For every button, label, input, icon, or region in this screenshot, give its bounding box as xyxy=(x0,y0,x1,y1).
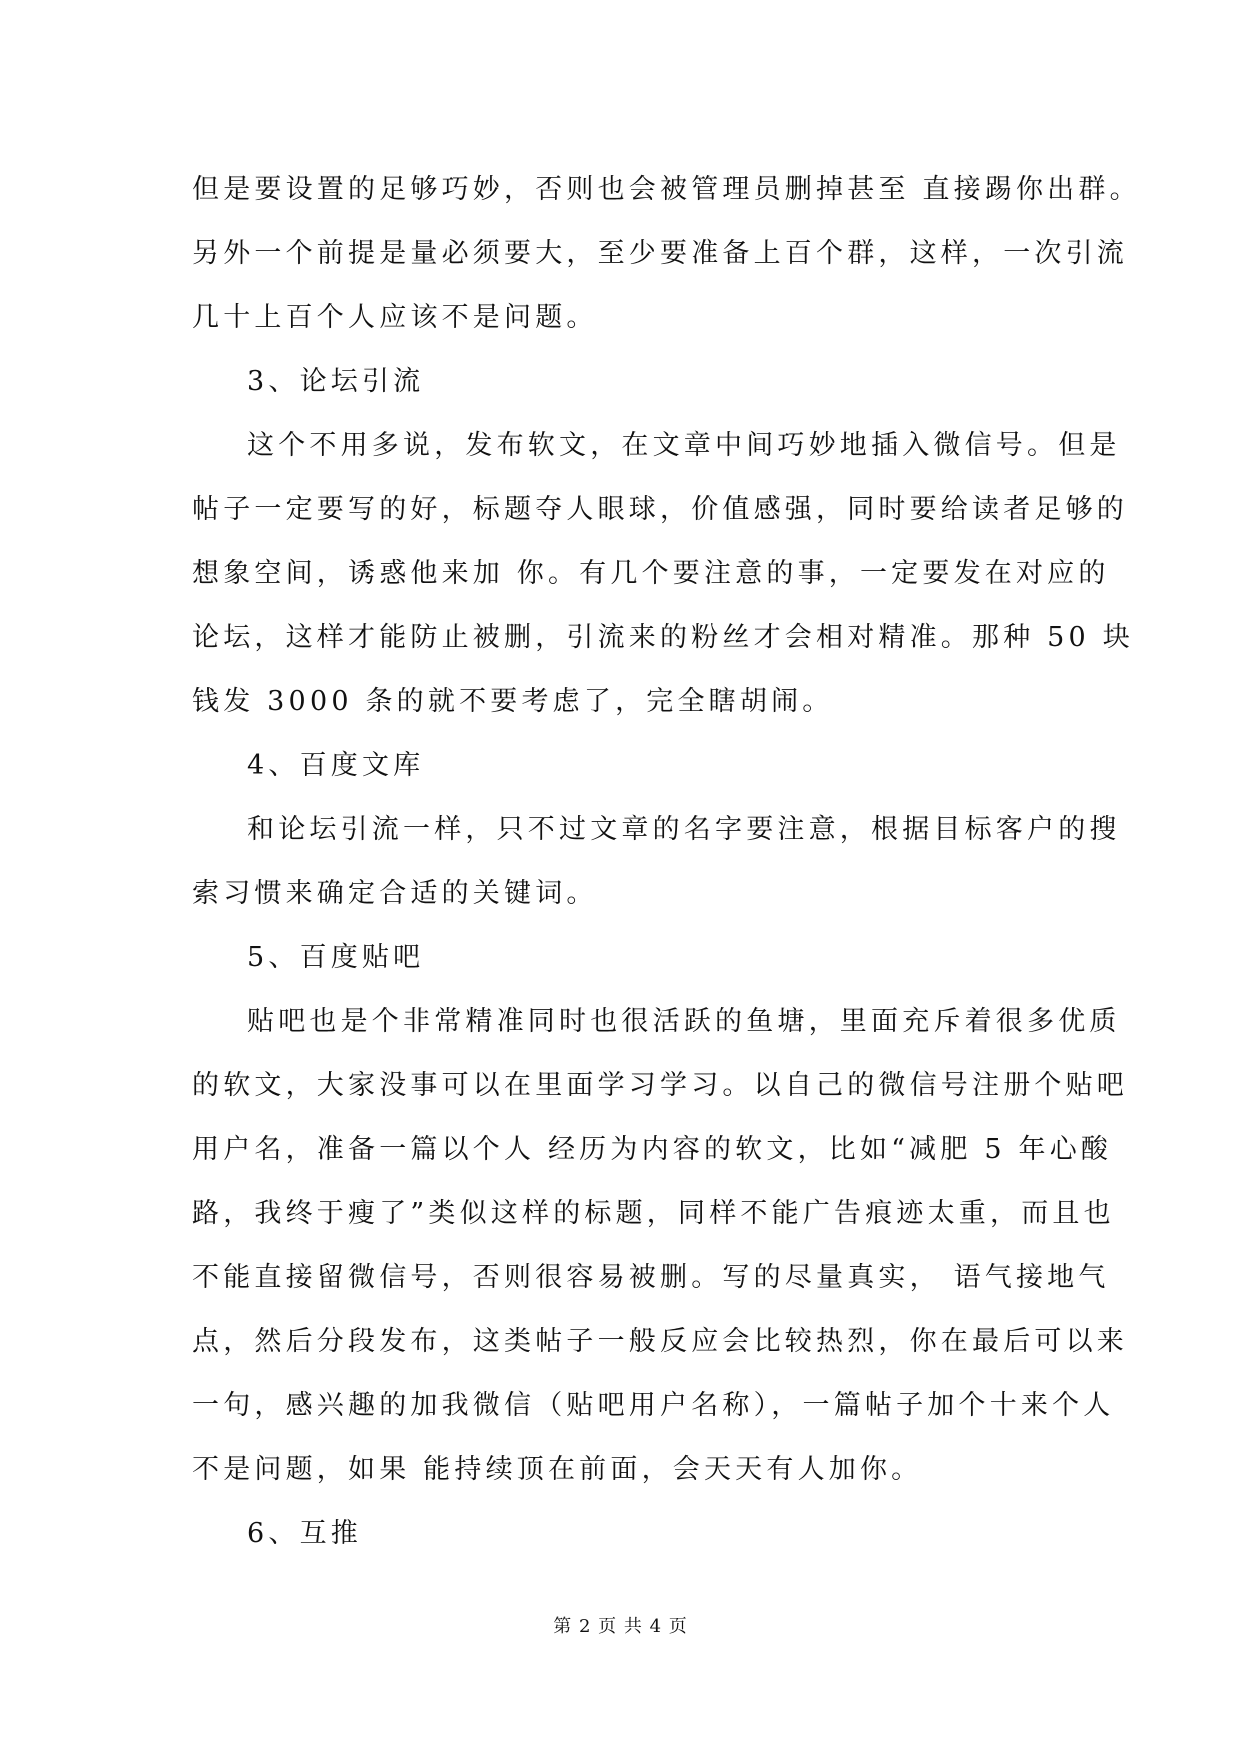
text-line: 索习惯来确定合适的关键词。 xyxy=(192,878,598,909)
paragraph-first-line: 贴吧也是个非常精准同时也很活跃的鱼塘，里面充斥着很多优质 xyxy=(247,1006,1121,1037)
text-line: 另外一个前提是量必须要大，至少要准备上百个群，这样，一次引流 xyxy=(192,238,1128,269)
text-line: 几十上百个人应该不是问题。 xyxy=(192,302,598,333)
section-heading: 4、百度文库 xyxy=(247,750,425,781)
text-line: 路，我终于瘦了”类似这样的标题，同样不能广告痕迹太重，而且也 xyxy=(192,1198,1115,1229)
text-line: 但是要设置的足够巧妙，否则也会被管理员删掉甚至 直接踢你出群。 xyxy=(192,174,1141,205)
text-line: 钱发 3000 条的就不要考虑了，完全瞎胡闹。 xyxy=(192,686,834,717)
section-heading: 6、互推 xyxy=(247,1518,362,1549)
text-line: 用户名，准备一篇以个人 经历为内容的软文，比如“减肥 5 年心酸 xyxy=(192,1134,1113,1165)
text-line: 帖子一定要写的好，标题夺人眼球，价值感强，同时要给读者足够的 xyxy=(192,494,1128,525)
text-line: 论坛，这样才能防止被删，引流来的粉丝才会相对精准。那种 50 块 xyxy=(192,622,1134,653)
document-body xyxy=(192,158,1141,1566)
section-heading: 3、论坛引流 xyxy=(247,366,425,397)
paragraph-first-line: 和论坛引流一样，只不过文章的名字要注意，根据目标客户的搜 xyxy=(247,814,1121,845)
text-line: 不是问题，如果 能持续顶在前面，会天天有人加你。 xyxy=(192,1454,923,1485)
text-line: 不能直接留微信号，否则很容易被删。写的尽量真实， 语气接地气 xyxy=(192,1262,1110,1293)
text-line: 想象空间，诱惑他来加 你。有几个要注意的事，一定要发在对应的 xyxy=(192,558,1110,589)
section-heading: 5、百度贴吧 xyxy=(247,942,425,973)
text-line: 的软文，大家没事可以在里面学习学习。以自己的微信号注册个贴吧 xyxy=(192,1070,1128,1101)
paragraph-first-line: 这个不用多说，发布软文，在文章中间巧妙地插入微信号。但是 xyxy=(247,430,1121,461)
text-line: 点，然后分段发布，这类帖子一般反应会比较热烈，你在最后可以来 xyxy=(192,1326,1128,1357)
text-line: 一句，感兴趣的加我微信（贴吧用户名称），一篇帖子加个十来个人 xyxy=(192,1390,1115,1421)
page-number-footer: 第 2 页 共 4 页 xyxy=(553,1616,688,1637)
